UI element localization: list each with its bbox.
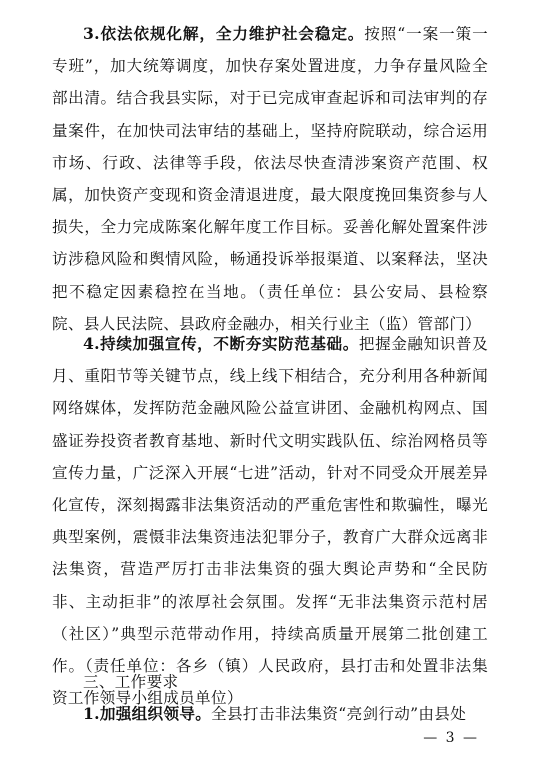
- paragraph-body: 把握金融知识普及月、重阳节等关键节点，线上线下相结合，充分利用各种新闻网络媒体，发挥防范金融风险公益宣讲团、金融机构网点、国盛证券投资者教育基地、新时代文明实践队伍、综治网格员等宣传力量，广泛深入开展“七进”活动，针对不同受众开展差异化宣传，深刻揭露非法集资活动的严重危害性和欺骗性，曝光典型案例，震慑非法集资违法犯罪分子，教育广大群众远离非法集资，营造严厉打击非法集资的强大舆论声势和“全民防非、主动拒非”的浓厚社会氛围。发挥“无非法集资示范村居（社区）”典型示范带动作用，持续高质量开展第二批创建工作。（责任单位：各乡（镇）人民政府，县打击和处置非法集资工作领导小组成员单位）: [52, 335, 488, 708]
- paragraph-item-5: [52, 698, 488, 730]
- paragraph-item-3: [52, 18, 488, 340]
- paragraph-body: 全县打击非法集资“亮剑行动”由县处: [211, 705, 467, 723]
- page-number: — 3 —: [423, 730, 479, 746]
- paragraph-item-4: [52, 328, 488, 714]
- paragraph-body: 按照“一案一策一专班”，加大统筹调度，加快存案处置进度，力争存量风险全部出清。结合我县实际，对于已完成审查起诉和司法审判的存量案件，在加快司法审结的基础上，坚持府院联动，综合运用市场、行政、法律等手段，依法尽快查清涉案资产范围、权属，加快资产变现和资金清退进度，最大限度挽回集资参与人损失，全力完成陈案化解年度工作目标。妥善化解处置案件涉访涉稳风险和舆情风险，畅通投诉举报渠道、以案释法，坚决把不稳定因素稳控在当地。（责任单位：县公安局、县检察院、县人民法院、县政府金融办，相关行业主（监）管部门）: [52, 25, 488, 333]
- paragraph-heading: 1.加强组织领导。: [83, 704, 212, 723]
- paragraph-heading: 3.依法依规化解，全力维护社会稳定。: [83, 24, 365, 43]
- paragraph-heading: 4.持续加强宣传，不断夯实防范基础。: [83, 334, 359, 353]
- section-heading: 三、工作要求: [83, 673, 179, 691]
